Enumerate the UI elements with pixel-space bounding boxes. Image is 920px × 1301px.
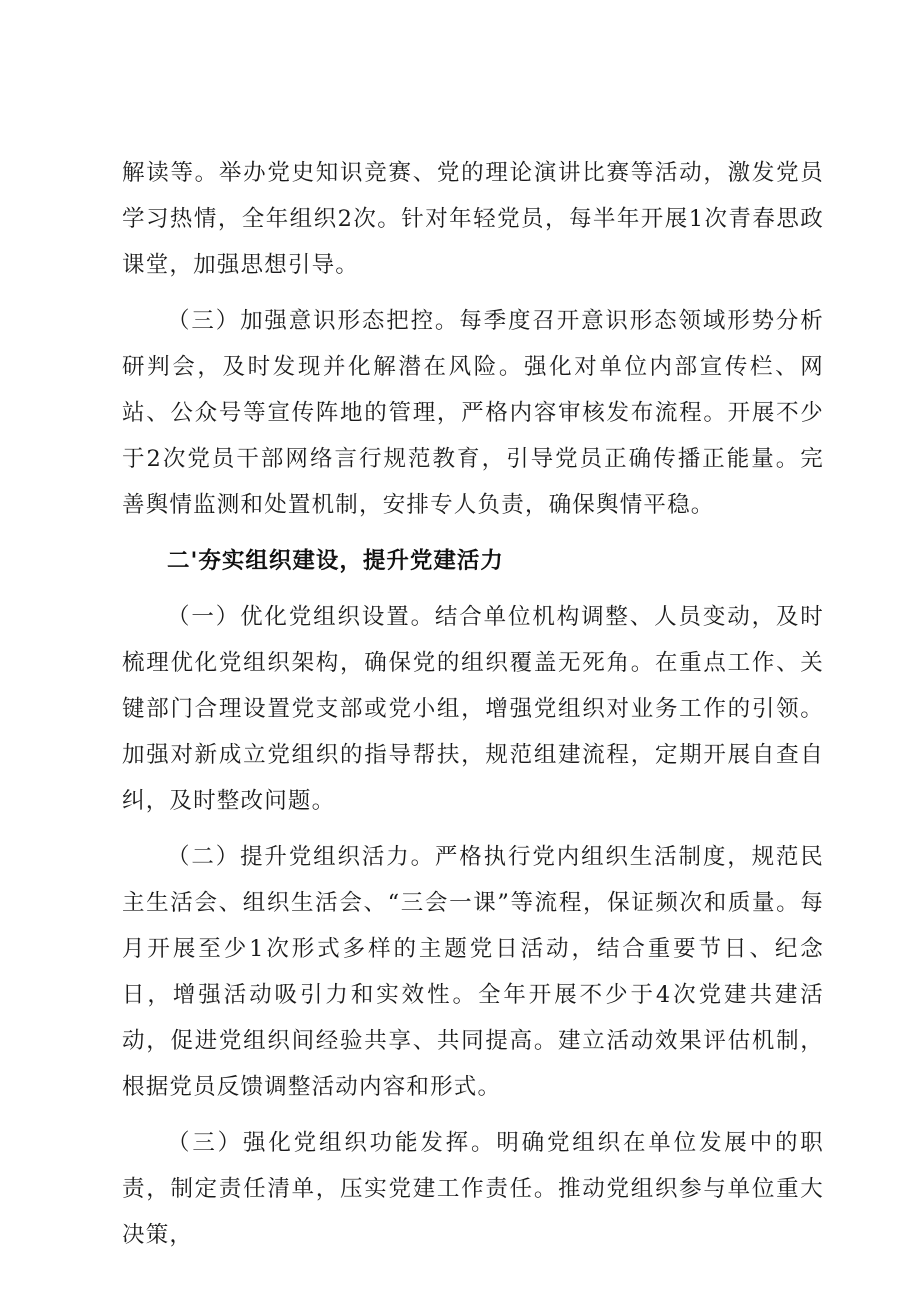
paragraph-4: （二）提升党组织活力。严格执行党内组织生活制度，规范民主生活会、组织生活会、“三会一课”等流程，保证频次和质量。每月开展至少1次形式多样的主题党日活动，结合重要节日、纪念日，增强活动吸引力和实效性。全年开展不少于4次党建共建活动，促进党组织间经验共享、共同提高。建立活动效果评估机制，根据党员反馈调整活动内容和形式。 [122, 844, 824, 1100]
paragraph-2: （三）加强意识形态把控。每季度召开意识形态领域形势分析研判会，及时发现并化解潜在风险。强化对单位内部宣传栏、网站、公众号等宣传阵地的管理，严格内容审核发布流程。开展不少于2次党员干部网络言行规范教育，引导党员正确传播正能量。完善舆情监测和处置机制，安排专人负责，确保舆情平稳。 [122, 308, 824, 518]
paragraph-1: 解读等。举办党史知识竞赛、党的理论演讲比赛等活动，激发党员学习热情，全年组织2次。针对年轻党员，每半年开展1次青春思政课堂，加强思想引导。 [122, 160, 824, 278]
section-heading: 二'夯实组织建设，提升党建活力 [167, 548, 504, 574]
paragraph-5: （三）强化党组织功能发挥。明确党组织在单位发展中的职责，制定责任清单，压实党建工作责任。推动党组织参与单位重大决策， [122, 1130, 824, 1248]
paragraph-3: （一）优化党组织设置。结合单位机构调整、人员变动，及时梳理优化党组织架构，确保党的组织覆盖无死角。在重点工作、关键部门合理设置党支部或党小组，增强党组织对业务工作的引领。加强对新成立党组织的指导帮扶，规范组建流程，定期开展自查自纠，及时整改问题。 [122, 604, 824, 814]
document-body [122, 150, 824, 1268]
